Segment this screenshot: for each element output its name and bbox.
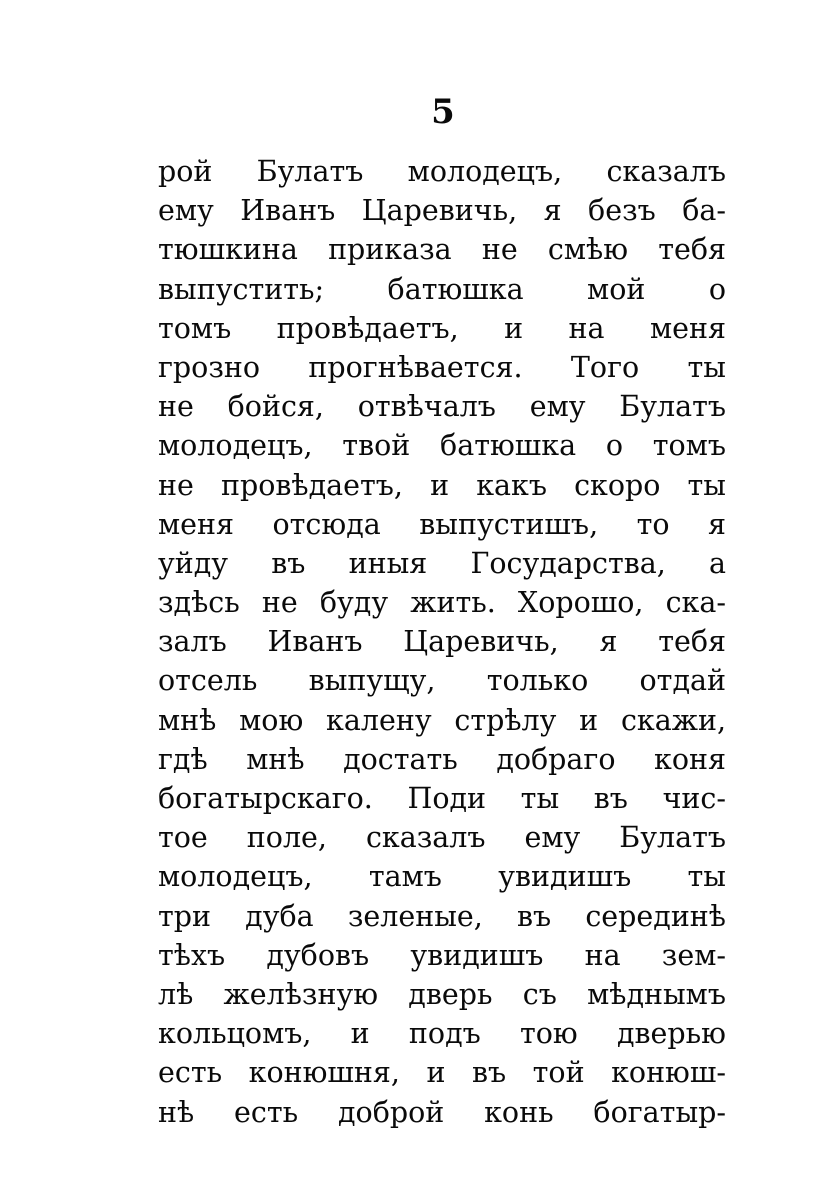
text-line: рой Булатъ молодецъ, сказалъ	[158, 155, 726, 188]
page-number: 5	[431, 92, 455, 132]
text-line: лѣ желѣзную дверь съ мѣднымъ	[158, 977, 726, 1011]
text-line: залъ Иванъ Царевичь, я тебя	[158, 625, 726, 659]
text-line: не провѣдаетъ, и какъ скоро ты	[158, 468, 726, 502]
text-line: грозно прогнѣвается. Того ты	[158, 350, 726, 384]
text-line: выпустить; батюшка мой о	[158, 272, 726, 306]
text-line: гдѣ мнѣ достать добраго коня	[158, 742, 726, 776]
text-line: не бойся, отвѣчалъ ему Булатъ	[158, 390, 726, 424]
text-line: тюшкина приказа не смѣю тебя	[158, 233, 726, 267]
text-line: томъ провѣдаетъ, и на меня	[158, 311, 726, 345]
text-line: есть конюшня, и въ той конюш-	[158, 1056, 726, 1090]
text-line: здѣсь не буду жить. Хорошо, ска-	[158, 586, 726, 620]
text-line: меня отсюда выпустишъ, то я	[158, 507, 726, 541]
text-line: уйду въ иныя Государства, а	[158, 546, 726, 580]
body-text	[158, 152, 726, 1132]
text-line: отсель выпущу, только отдай	[158, 664, 726, 698]
text-line: нѣ есть доброй конь богатыр-	[158, 1095, 726, 1129]
text-line: молодецъ, тамъ увидишъ ты	[158, 860, 726, 894]
text-line: три дуба зеленые, въ серединѣ	[158, 899, 726, 933]
text-line: тѣхъ дубовъ увидишъ на зем-	[158, 938, 726, 972]
text-line: кольцомъ, и подъ тою дверью	[158, 1017, 726, 1051]
text-line: богатырскаго. Поди ты въ чис-	[158, 782, 726, 815]
text-line: мнѣ мою калену стрѣлу и скажи,	[158, 703, 726, 737]
text-line: тое поле, сказалъ ему Булатъ	[158, 821, 726, 855]
text-line: молодецъ, твой батюшка о томъ	[158, 429, 726, 463]
text-line: ему Иванъ Царевичь, я безъ ба-	[158, 194, 726, 228]
